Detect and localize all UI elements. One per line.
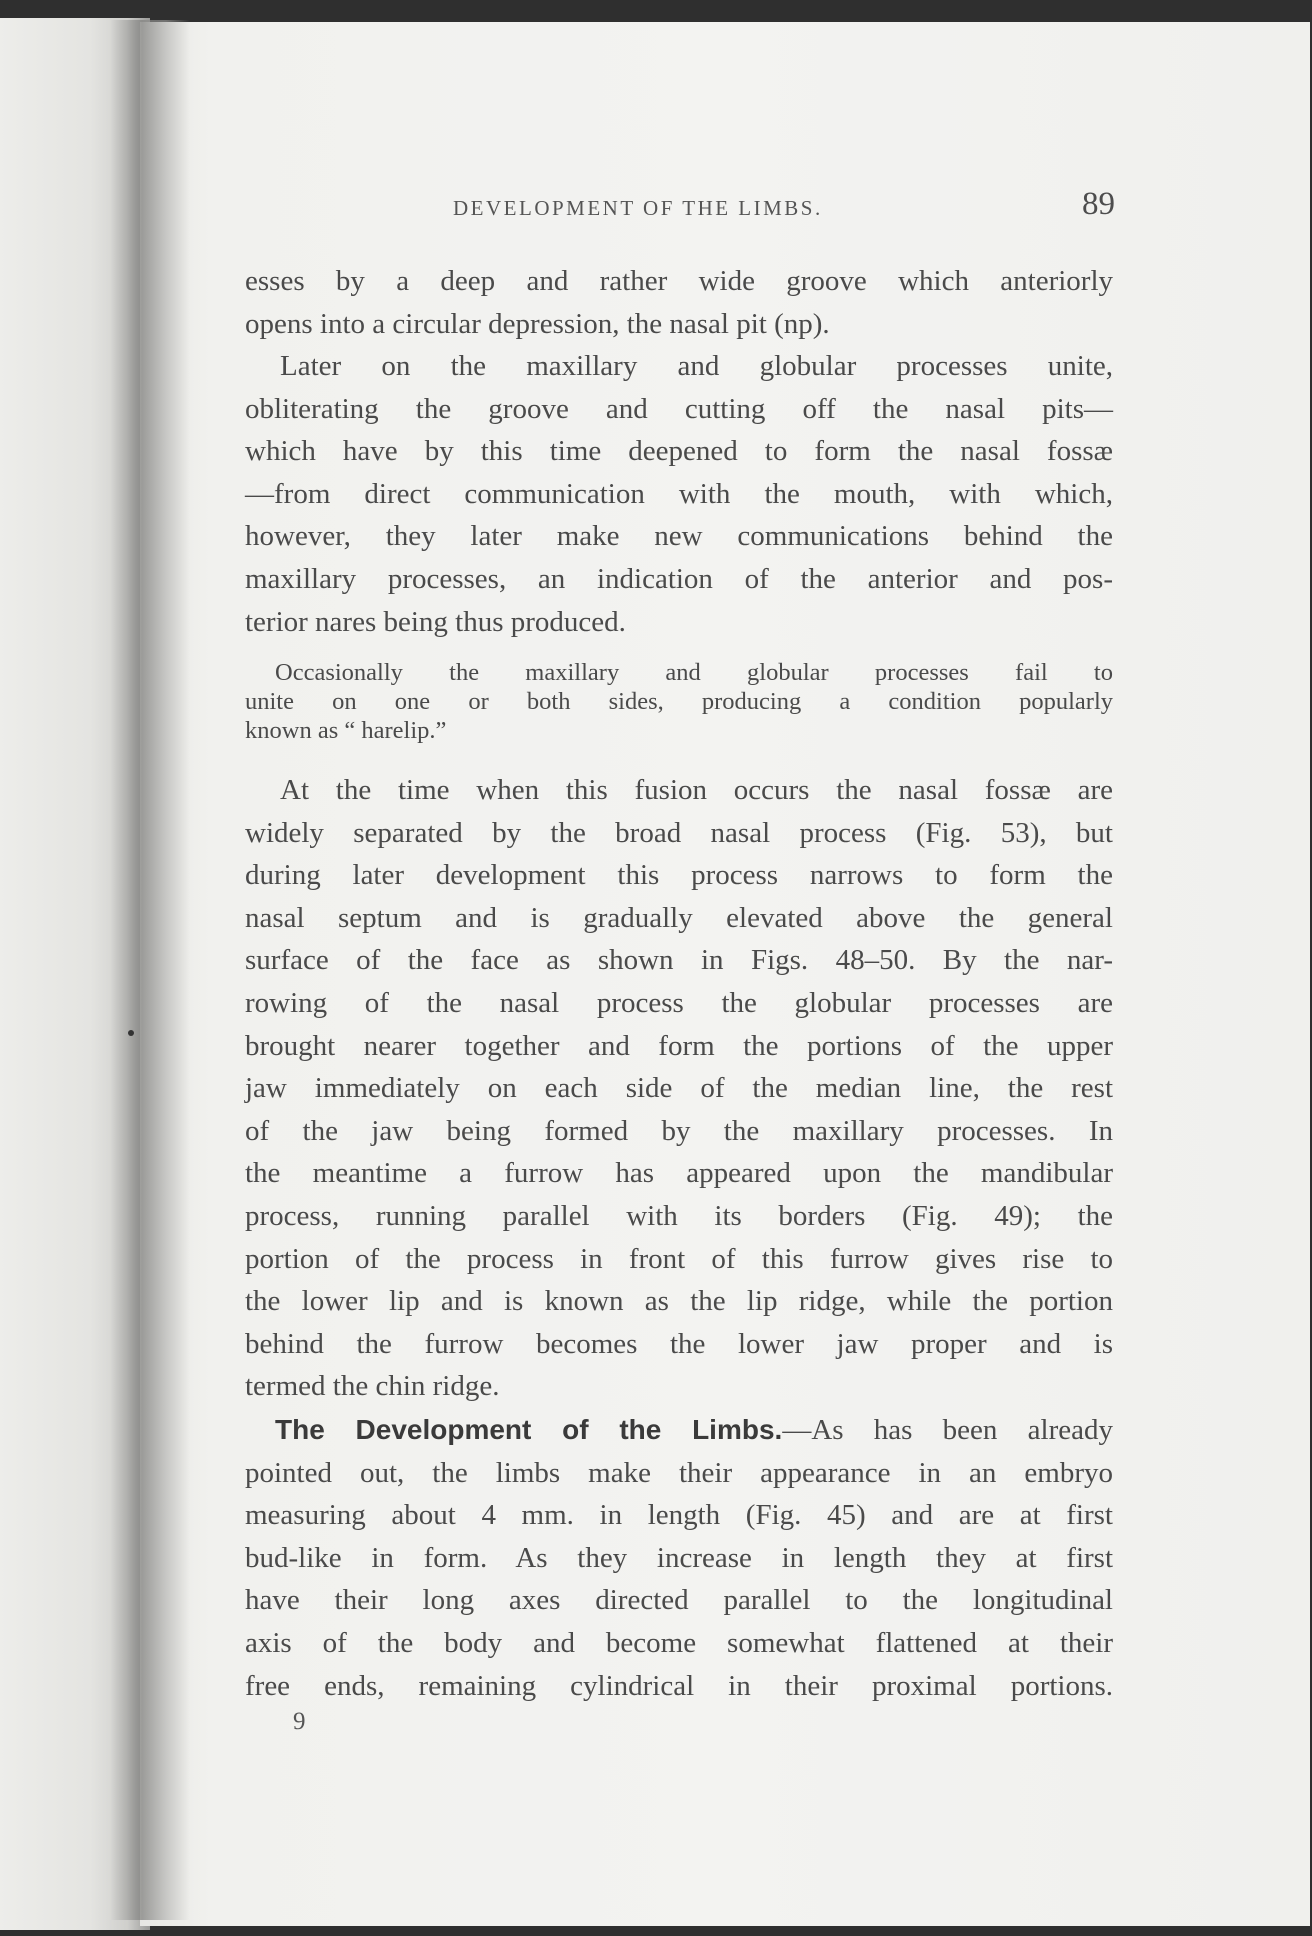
text-line: during later development this process narrows to form the <box>245 859 1113 892</box>
text-line: measuring about 4 mm. in length (Fig. 45) and are at first <box>245 1499 1113 1532</box>
text-line: which have by this time deepened to form the nasal fossæ <box>245 435 1113 468</box>
text-line: of the jaw being formed by the maxillary processes. In <box>245 1114 1113 1147</box>
note-harelip <box>245 658 1113 745</box>
text-line: unite on one or both sides, producing a condition popularly <box>245 688 1113 715</box>
text-line: behind the furrow becomes the lower jaw proper and is <box>245 1327 1113 1360</box>
ink-speck <box>128 1030 134 1036</box>
text-line: process, running parallel with its borders (Fig. 49); the <box>245 1199 1113 1232</box>
text-line: portion of the process in front of this furrow gives rise to <box>245 1242 1113 1275</box>
text-line: however, they later make new communications behind the <box>245 520 1113 553</box>
paragraph-nasal-pits <box>245 345 1113 643</box>
text-line: esses by a deep and rather wide groove which anteriorly <box>245 265 1113 297</box>
text-line: obliterating the groove and cutting off the nasal pits— <box>245 392 1113 425</box>
binding-gutter-shadow <box>110 20 190 1920</box>
text-run: —As has been already <box>782 1414 1113 1446</box>
text-line: axis of the body and become somewhat flattened at their <box>245 1626 1113 1659</box>
text-line: maxillary processes, an indication of the anterior and pos- <box>245 562 1113 595</box>
text-line: free ends, remaining cylindrical in their proximal portions. <box>245 1669 1113 1702</box>
text-line: terior nares being thus produced. <box>245 605 626 638</box>
text-line: termed the chin ridge. <box>245 1370 500 1403</box>
text-run: opens into a circular depression, the nasal pit (np). <box>245 307 830 340</box>
paragraph-nasal-septum <box>245 769 1113 1408</box>
text-line <box>245 303 1113 346</box>
section-heading: The Development of the Limbs. <box>275 1414 783 1445</box>
text-line: have their long axes directed parallel to the longitudinal <box>245 1584 1113 1617</box>
text-line: brought nearer together and form the portions of the upper <box>245 1029 1113 1062</box>
text-line: nasal septum and is gradually elevated above the general <box>245 901 1113 934</box>
text-line: pointed out, the limbs make their appearance in an embryo <box>245 1456 1113 1489</box>
text-line: At the time when this fusion occurs the nasal fossæ are <box>280 774 1113 806</box>
text-line: rowing of the nasal process the globular processes are <box>245 986 1113 1019</box>
text-line: the lower lip and is known as the lip ridge, while the portion <box>245 1285 1113 1318</box>
text-line: Occasionally the maxillary and globular processes fail to <box>275 659 1113 686</box>
signature-mark: 9 <box>293 1708 306 1735</box>
text-line: surface of the face as shown in Figs. 48–50. By the nar- <box>245 944 1113 977</box>
text-line: widely separated by the broad nasal process (Fig. 53), but <box>245 816 1113 849</box>
text-line: —from direct communication with the mouth, with which, <box>245 477 1113 510</box>
text-line: the meantime a furrow has appeared upon the mandibular <box>245 1157 1113 1190</box>
text-line: known as “ harelip.” <box>245 717 447 744</box>
section-limbs <box>245 1409 1113 1707</box>
running-head: DEVELOPMENT OF THE LIMBS. <box>453 196 823 220</box>
page-number: 89 <box>1082 186 1115 222</box>
text-line <box>245 1409 1113 1452</box>
text-line: Later on the maxillary and globular processes unite, <box>280 350 1113 382</box>
text-line: jaw immediately on each side of the median line, the rest <box>245 1072 1113 1105</box>
paragraph-continuation <box>245 260 1113 345</box>
text-line: bud-like in form. As they increase in length they at first <box>245 1541 1113 1574</box>
